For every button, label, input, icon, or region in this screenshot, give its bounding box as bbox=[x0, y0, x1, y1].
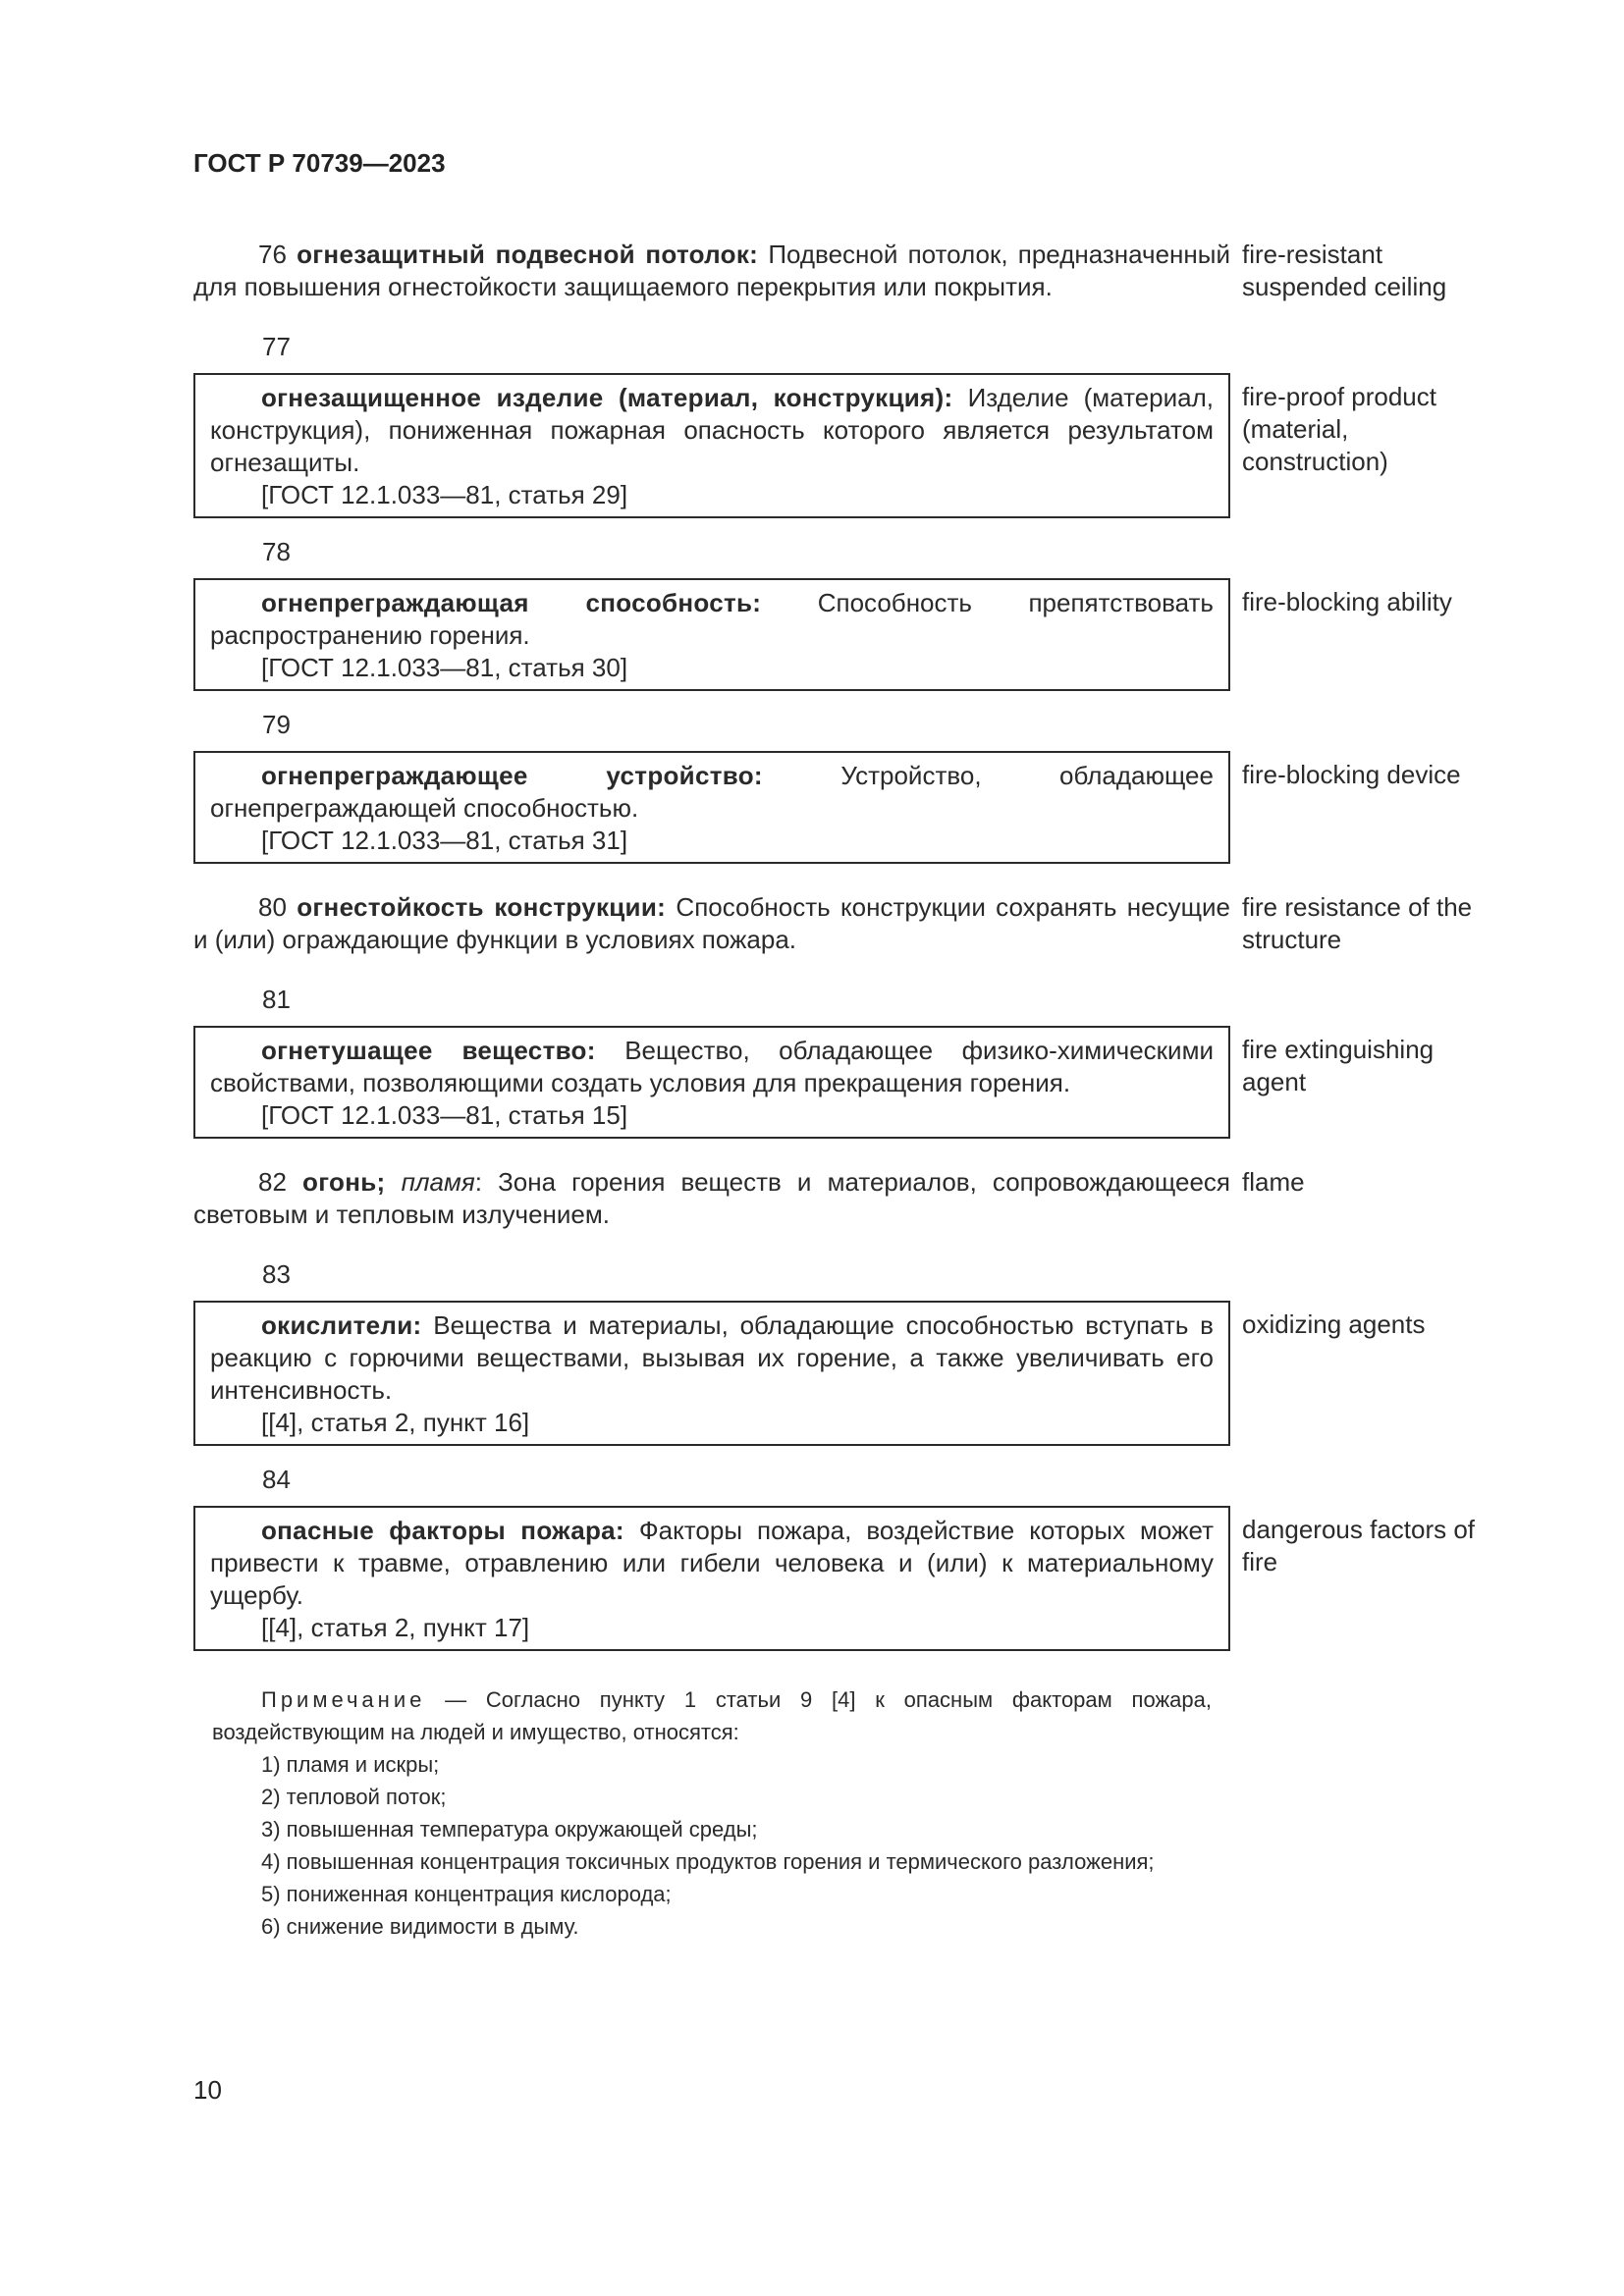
term-name: огнезащитный подвесной потолок: bbox=[297, 240, 759, 269]
entry-number: 82 bbox=[258, 1167, 287, 1197]
term-entry-81 bbox=[193, 1026, 1499, 1139]
term-definition: Вещество, обладающее физико-химическими свойствами, позволяющими создать условия для прекращения горения. bbox=[210, 1036, 1214, 1097]
english-equivalent: fire-resistant suspended ceiling bbox=[1242, 240, 1447, 301]
note-item: 2) тепловой поток; bbox=[261, 1785, 447, 1809]
note-block bbox=[212, 1683, 1212, 1943]
term-entry-80 bbox=[193, 891, 1499, 956]
entry-number: 84 bbox=[262, 1465, 291, 1494]
term-source: [ГОСТ 12.1.033—81, статья 29] bbox=[261, 480, 628, 509]
term-box bbox=[193, 578, 1230, 691]
english-equivalent: fire-blocking ability bbox=[1242, 587, 1452, 616]
term-definition: Способность конструкции сохранять несущие и (или) ограждающие функции в условиях пожара. bbox=[193, 892, 1230, 954]
term-entry-79 bbox=[193, 751, 1499, 864]
term-source: [ГОСТ 12.1.033—81, статья 15] bbox=[261, 1100, 628, 1130]
term-source: [ГОСТ 12.1.033—81, статья 30] bbox=[261, 653, 628, 682]
english-equivalent: fire-proof product (material, construction) bbox=[1242, 382, 1436, 476]
term-entry-76 bbox=[193, 239, 1499, 303]
entry-number: 83 bbox=[262, 1259, 291, 1289]
document-code: ГОСТ Р 70739—2023 bbox=[193, 148, 446, 178]
note-item: 5) пониженная концентрация кислорода; bbox=[261, 1882, 672, 1906]
term-box bbox=[193, 1506, 1230, 1651]
term-entry-78 bbox=[193, 578, 1499, 691]
english-equivalent: fire extinguishing agent bbox=[1242, 1035, 1435, 1096]
term-entry-77 bbox=[193, 373, 1499, 518]
term-name: окислители: bbox=[261, 1310, 422, 1340]
note-item: 4) повышенная концентрация токсичных продуктов горения и термического разложения; bbox=[261, 1849, 1155, 1874]
term-box bbox=[193, 751, 1230, 864]
note-label: Примечание bbox=[261, 1687, 426, 1712]
note-item: 1) пламя и искры; bbox=[261, 1752, 440, 1777]
entry-number: 80 bbox=[258, 892, 287, 922]
term-definition: Устройство, обладающее огнепреграждающей способностью. bbox=[210, 761, 1214, 823]
entry-number: 77 bbox=[262, 332, 291, 361]
term-definition: Подвесной потолок, предназначенный для повышения огнестойкости защищаемого перекрытия или покрытия. bbox=[193, 240, 1230, 301]
english-equivalent: oxidizing agents bbox=[1242, 1309, 1426, 1339]
entry-number: 79 bbox=[262, 710, 291, 739]
term-entry-82 bbox=[193, 1166, 1499, 1231]
term-name: огнезащищенное изделие (материал, конструкция): bbox=[261, 383, 953, 412]
note-lead: — Согласно пункту 1 статьи 9 [4] к опасным факторам пожара, воздействующим на людей и имущество, относятся: bbox=[212, 1687, 1212, 1744]
term-name: огнетушащее вещество: bbox=[261, 1036, 596, 1065]
english-equivalent: dangerous factors of fire bbox=[1242, 1515, 1476, 1576]
term-source: [ГОСТ 12.1.033—81, статья 31] bbox=[261, 826, 628, 855]
note-item: 6) снижение видимости в дыму. bbox=[261, 1914, 579, 1939]
english-equivalent: flame bbox=[1242, 1167, 1305, 1197]
term-name: огнестойкость конструкции: bbox=[297, 892, 667, 922]
term-source: [[4], статья 2, пункт 17] bbox=[261, 1613, 530, 1642]
terms-list bbox=[193, 239, 1499, 1651]
term-name: огонь; bbox=[302, 1167, 386, 1197]
term-name: огнепреграждающая способность: bbox=[261, 588, 762, 617]
term-definition: Факторы пожара, воздействие которых может привести к травме, отравлению или гибели человека и (или) к материальному ущербу. bbox=[210, 1516, 1214, 1610]
term-definition: Вещества и материалы, обладающие способностью вступать в реакцию с горючими веществами, вызывая их горение, а также увеличивать его интенсивность. bbox=[210, 1310, 1214, 1405]
term-box bbox=[193, 373, 1230, 518]
note-item: 3) повышенная температура окружающей среды; bbox=[261, 1817, 758, 1842]
term-definition: Способность препятствовать распространению горения. bbox=[210, 588, 1214, 650]
english-equivalent: fire-blocking device bbox=[1242, 760, 1461, 789]
term-definition: : Зона горения веществ и материалов, сопровождающееся световым и тепловым излучением. bbox=[193, 1167, 1230, 1229]
entry-number: 81 bbox=[262, 985, 291, 1014]
term-synonym: пламя bbox=[401, 1167, 475, 1197]
entry-number: 76 bbox=[258, 240, 287, 269]
term-name: огнепреграждающее устройство: bbox=[261, 761, 763, 790]
entry-number: 78 bbox=[262, 537, 291, 566]
term-name: опасные факторы пожара: bbox=[261, 1516, 624, 1545]
page-number: 10 bbox=[193, 2075, 222, 2105]
term-source: [[4], статья 2, пункт 16] bbox=[261, 1408, 530, 1437]
english-equivalent: fire resistance of the structure bbox=[1242, 892, 1473, 954]
term-definition: Изделие (материал, конструкция), пониженная пожарная опасность которого является результатом огнезащиты. bbox=[210, 383, 1214, 477]
term-box bbox=[193, 1026, 1230, 1139]
term-entry-83 bbox=[193, 1301, 1499, 1446]
term-box bbox=[193, 1301, 1230, 1446]
term-entry-84 bbox=[193, 1506, 1499, 1651]
